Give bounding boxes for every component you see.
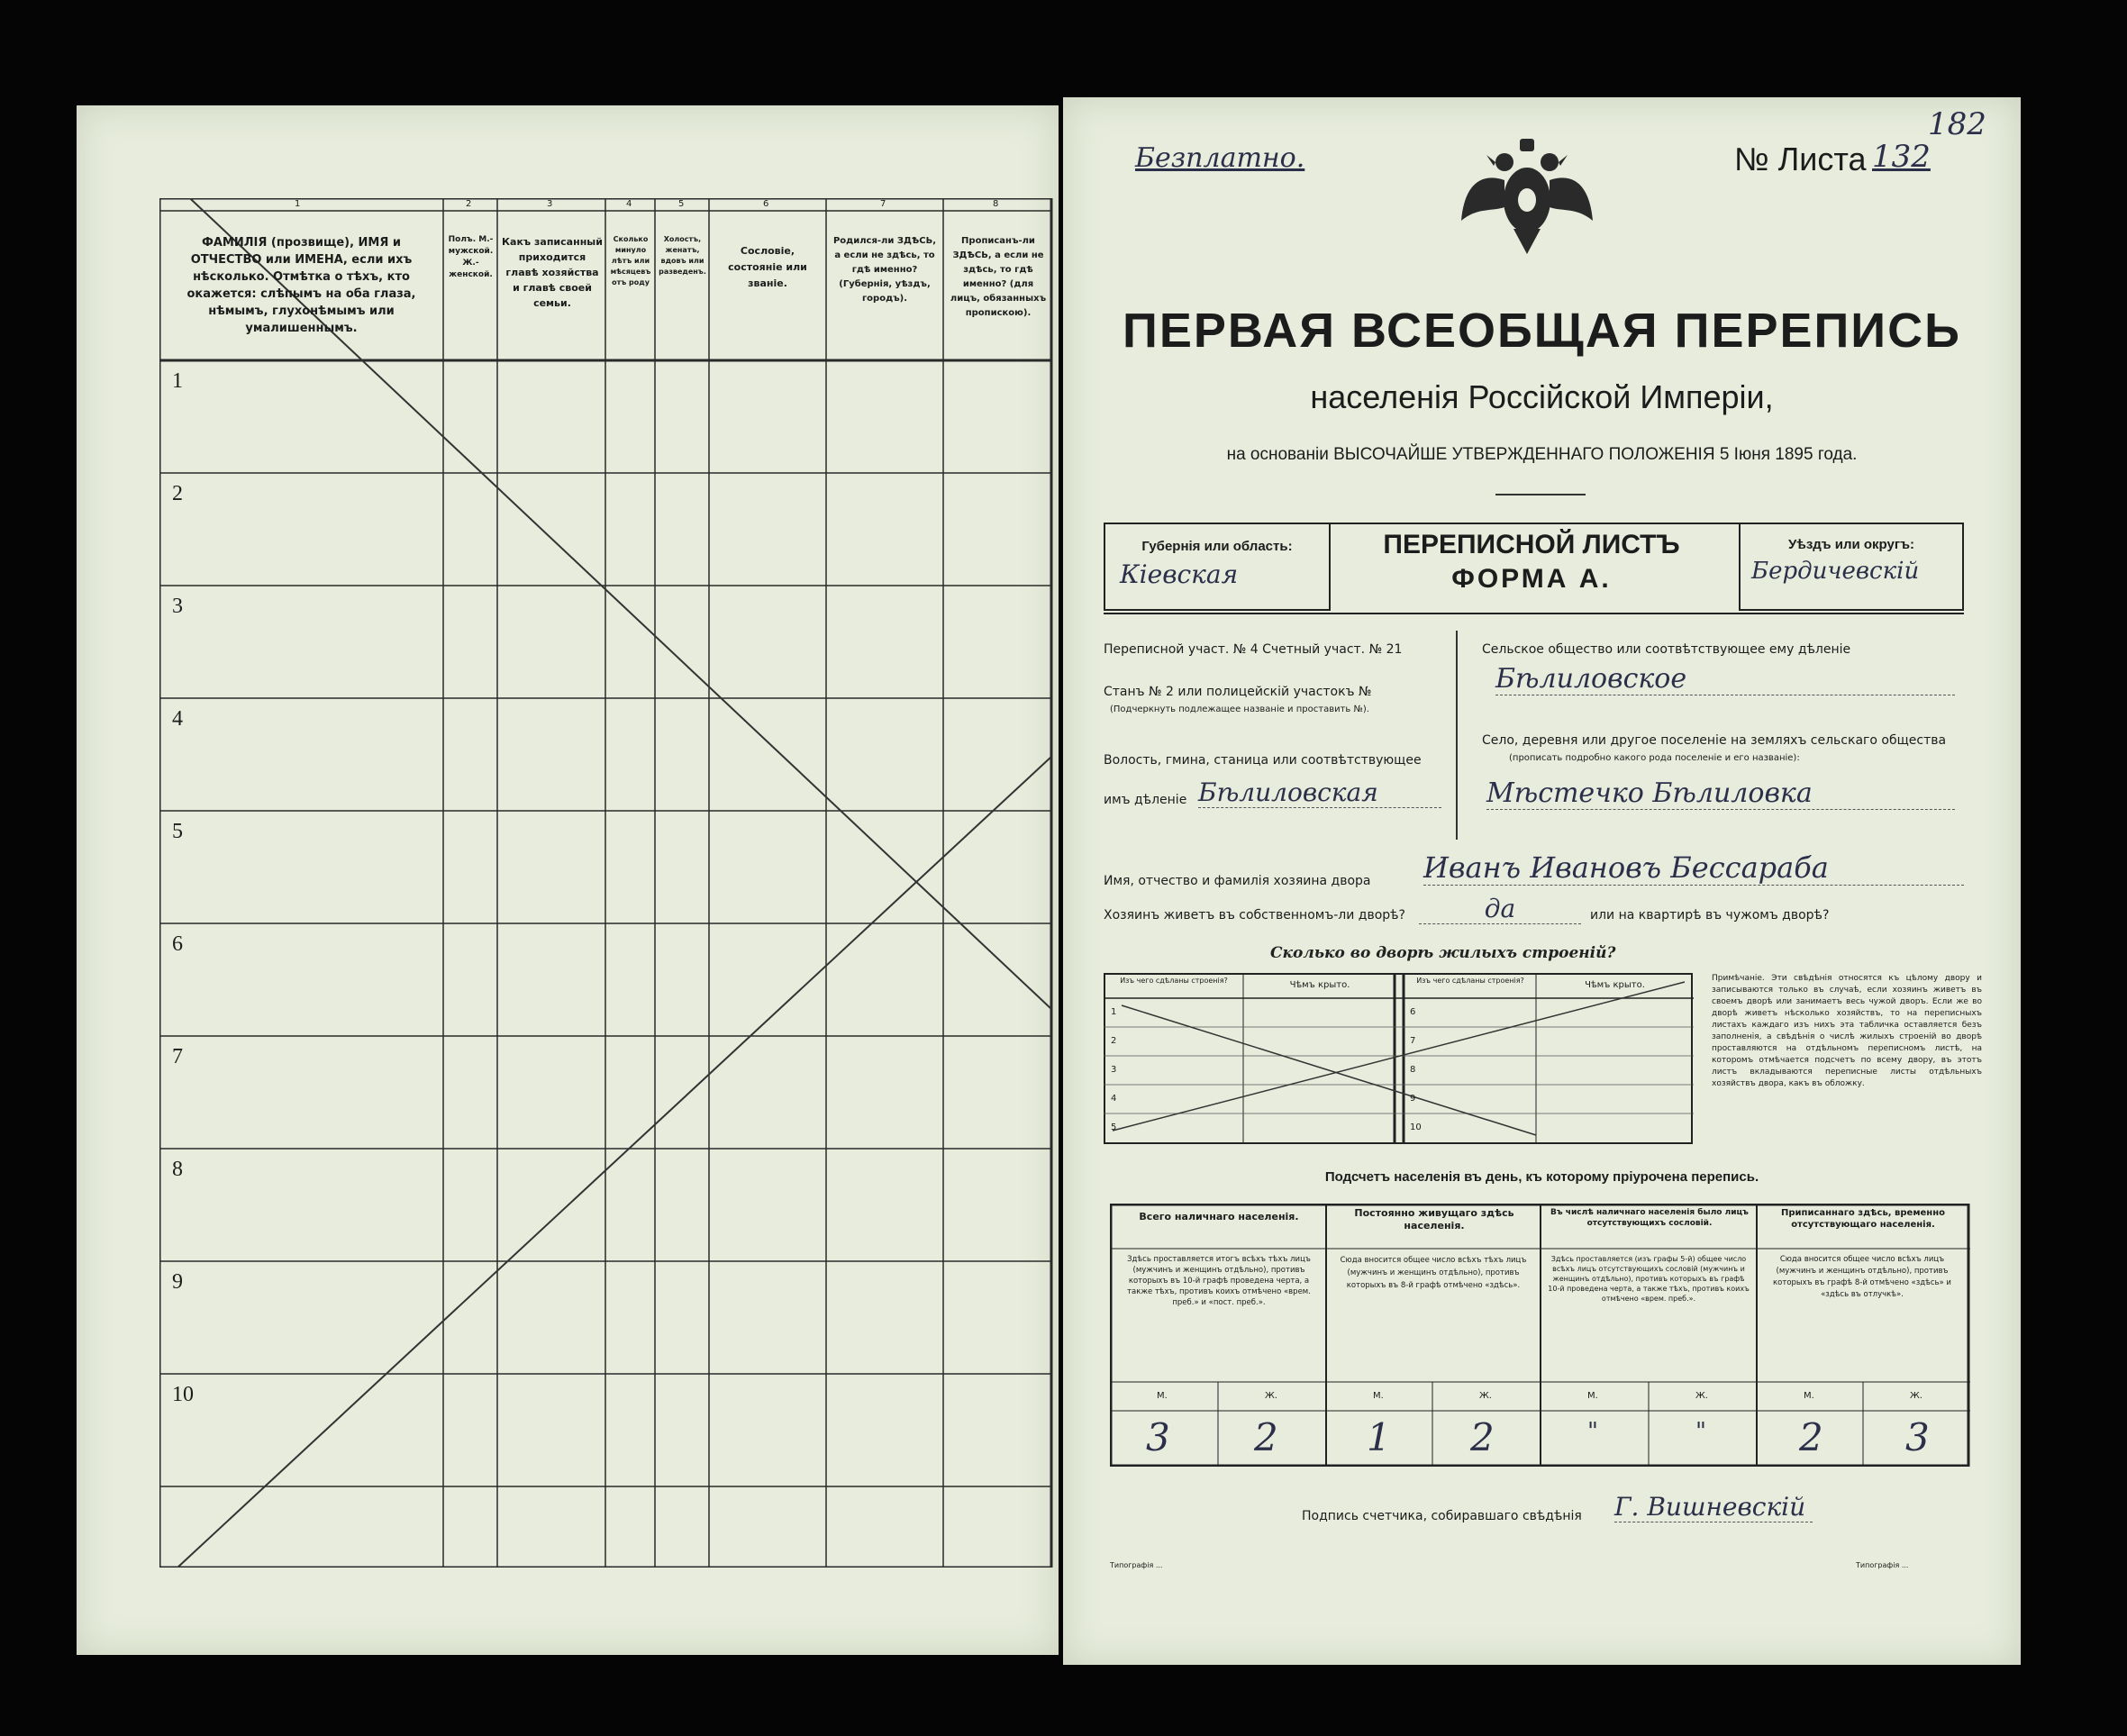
count-desc-absent-estates: Здѣсь проставляется (изъ графы 5-й) общее число всѣхъ лицъ отсутствующихъ сословій (мужчинъ и женщинъ отдѣльно), противъ которыхъ въ графѣ 10-й проведена черта, а также тѣхъ, противъ коихъ отмѣчено «врем. преб.». bbox=[1548, 1255, 1750, 1303]
buildings-header-roof-1: Чѣмъ крыто. bbox=[1289, 980, 1350, 990]
count-desc-permanent: Сюда вносится общее число всѣхъ тѣхъ лицъ (мужчинъ и женщинъ отдѣльно), противъ которыхъ въ 8-й графѣ отмѣчено «здѣсь». bbox=[1340, 1256, 1527, 1290]
volost-value: Бѣлиловская bbox=[1198, 777, 1441, 808]
buildings-row-9: 9 bbox=[1410, 1094, 1416, 1104]
sheet-number-value: 132 bbox=[1872, 139, 1931, 175]
village-value: Мѣстечко Бѣлиловка bbox=[1486, 777, 1955, 810]
colnum-6: 6 bbox=[763, 199, 769, 209]
row-number-2: 2 bbox=[172, 482, 183, 505]
count-desc-registered-absent: Сюда вносится общее число всѣхъ лицъ (мужчинъ и женщинъ отдѣльно), противъ которыхъ въ графѣ 8-й отмѣчено «здѣсь» и «здѣсь въ отлучкѣ». bbox=[1773, 1255, 1951, 1299]
buildings-table bbox=[1104, 973, 1694, 1144]
colnum-3: 3 bbox=[547, 199, 553, 209]
header-name: ФАМИЛІЯ (прозвище), ИМЯ и ОТЧЕСТВО или ИМЕНА, если ихъ нѣсколько. Отмѣтка о тѣхъ, кто окажется: слѣпымъ на оба глаза, нѣмымъ, глухонѣмымъ или умалишеннымъ. bbox=[186, 236, 416, 335]
district-value: Бердичевскій bbox=[1751, 558, 1920, 585]
right-page bbox=[1063, 97, 2021, 1665]
header-estate: Сословіе, состояніе или званіе. bbox=[728, 245, 807, 289]
sheet-number-label: № Листа bbox=[1734, 141, 1867, 177]
count-header-total: Всего наличнаго населенія. bbox=[1139, 1211, 1299, 1222]
village-note: (прописать подробно какого рода поселеніе и его названіе): bbox=[1509, 753, 1800, 763]
census-basis: на основаніи ВЫСОЧАЙШЕ УТВЕРЖДЕННАГО ПОЛОЖЕНІЯ 5 Іюня 1895 года. bbox=[1226, 445, 1858, 464]
province-label: Губернія или область: bbox=[1141, 539, 1293, 554]
sex-label-2: Ж. bbox=[1265, 1391, 1277, 1401]
imprint-right: Типографія ... bbox=[1856, 1561, 1909, 1569]
corner-number: 182 bbox=[1928, 106, 1986, 142]
free-label: Безплатно. bbox=[1135, 142, 1305, 174]
left-page bbox=[77, 105, 1059, 1655]
buildings-note: Примѣчаніе. Эти свѣдѣнія относятся къ цѣлому двору и записываются только въ случаѣ, если хозяинъ живетъ въ своемъ дворѣ или занимаетъ весь чужой дворъ. Если же во дворѣ живетъ нѣсколько хозяйствъ, то на переписныхъ листахъ каждаго изъ нихъ эта табличка оставляется безъ заполненія, а свѣдѣнія о числѣ жилыхъ строеній во дворѣ проставляются на отдѣльномъ переписномъ листѣ, на которомъ отмѣчается подсчетъ по всему двору, въ этотъ листъ вкладываются переписные листы отдѣльныхъ хозяйствъ двора, какъ въ обложку. bbox=[1712, 974, 1982, 1088]
rural-society-value: Бѣлиловское bbox=[1495, 663, 1955, 695]
count-desc-total: Здѣсь проставляется итогъ всѣхъ тѣхъ лицъ (мужчинъ и женщинъ отдѣльно), противъ которыхъ въ 10-й графѣ проведена черта, а также тѣхъ, противъ коихъ отмѣчено «врем. преб.» и «пост. преб.». bbox=[1127, 1255, 1311, 1307]
buildings-row-1: 1 bbox=[1111, 1007, 1117, 1017]
buildings-grid bbox=[1104, 973, 1694, 1144]
census-title: ПЕРВАЯ ВСЕОБЩАЯ ПЕРЕПИСЬ bbox=[1123, 304, 1961, 358]
header-birthplace: Родился-ли ЗДѢСЬ, а если не здѣсь, то гдѣ именно? (Губернія, уѣздъ, городъ). bbox=[832, 236, 937, 304]
count-header-permanent: Постоянно живущаго здѣсь населенія. bbox=[1354, 1207, 1514, 1232]
count-header-absent-estates: Въ числѣ наличнаго населенія было лицъ отсутствующихъ сословій. bbox=[1550, 1208, 1749, 1228]
volost-label-1: Волость, гмина, станица или соотвѣтствующее bbox=[1104, 753, 1422, 768]
apartment-label: или на квартирѣ въ чужомъ дворѣ? bbox=[1590, 908, 1830, 923]
imprint-left: Типографія ... bbox=[1110, 1561, 1163, 1569]
table-grid-lines bbox=[159, 198, 1060, 1568]
colnum-4: 4 bbox=[626, 199, 632, 209]
count-value-6: " bbox=[1695, 1418, 1706, 1445]
row-number-6: 6 bbox=[172, 932, 183, 956]
buildings-row-6: 6 bbox=[1410, 1007, 1416, 1017]
village-label: Село, деревня или другое поселеніе на земляхъ сельскаго общества bbox=[1482, 733, 1947, 748]
stan-note: (Подчеркнуть подлежащее названіе и проставить №). bbox=[1110, 704, 1369, 714]
count-value-8: 3 bbox=[1905, 1415, 1930, 1459]
count-title: Подсчетъ населенія въ день, къ которому пріурочена перепись. bbox=[1324, 1169, 1759, 1185]
row-number-4: 4 bbox=[172, 707, 183, 731]
sex-label-7: М. bbox=[1804, 1391, 1814, 1401]
colnum-5: 5 bbox=[678, 199, 685, 209]
buildings-row-10: 10 bbox=[1410, 1122, 1422, 1132]
sex-label-8: Ж. bbox=[1910, 1391, 1922, 1401]
sex-label-1: М. bbox=[1157, 1391, 1168, 1401]
sex-label-5: М. bbox=[1587, 1391, 1598, 1401]
row-number-7: 7 bbox=[172, 1045, 183, 1068]
form-title-2: ФОРМА А. bbox=[1451, 564, 1612, 594]
vertical-divider bbox=[1456, 631, 1458, 840]
header-marital: Холостъ, женатъ, вдовъ или разведенъ. bbox=[659, 235, 706, 276]
row-number-10: 10 bbox=[172, 1383, 194, 1406]
strike-through-line-2 bbox=[177, 757, 1051, 1568]
row-number-3: 3 bbox=[172, 595, 183, 618]
row-number-1: 1 bbox=[172, 369, 183, 393]
count-value-7: 2 bbox=[1799, 1415, 1823, 1459]
form-title-1: ПЕРЕПИСНОЙ ЛИСТЪ bbox=[1383, 530, 1680, 559]
buildings-row-4: 4 bbox=[1111, 1094, 1117, 1104]
colnum-2: 2 bbox=[466, 199, 472, 209]
volost-label-2: имъ дѣленіе bbox=[1104, 793, 1187, 807]
buildings-header-material-1: Изъ чего сдѣланы строенія? bbox=[1120, 977, 1228, 985]
buildings-question: Сколько во дворѣ жилыхъ строеній? bbox=[1270, 944, 1616, 962]
owner-value: Иванъ Ивановъ Бессараба bbox=[1423, 850, 1964, 886]
row-number-9: 9 bbox=[172, 1270, 183, 1294]
header-registered: Прописанъ-ли ЗДѢСЬ, а если не здѣсь, то гдѣ именно? (для лицъ, обязанныхъ пропискою). bbox=[950, 236, 1047, 318]
count-value-5: " bbox=[1587, 1418, 1598, 1445]
colnum-8: 8 bbox=[993, 199, 999, 209]
buildings-row-3: 3 bbox=[1111, 1065, 1117, 1075]
header-relation: Какъ записанный приходится главѣ хозяйства и главѣ своей семьи. bbox=[502, 236, 603, 309]
census-district-line: Переписной участ. № 4 Счетный участ. № 21 bbox=[1104, 642, 1403, 657]
header-age: Сколько минуло лѣтъ или мѣсяцевъ отъ роду bbox=[610, 235, 651, 286]
count-value-2: 2 bbox=[1254, 1415, 1278, 1459]
double-headed-eagle-emblem bbox=[1459, 135, 1595, 257]
ornament-divider bbox=[1495, 494, 1586, 495]
colnum-7: 7 bbox=[880, 199, 886, 209]
owner-lives-label: Хозяинъ живетъ въ собственномъ-ли дворѣ? bbox=[1104, 908, 1405, 923]
signature-value: Г. Вишневскій bbox=[1614, 1492, 1813, 1522]
count-value-3: 1 bbox=[1367, 1415, 1391, 1459]
census-subtitle: населенія Россійской Имперіи, bbox=[1310, 378, 1774, 415]
buildings-row-8: 8 bbox=[1410, 1065, 1416, 1075]
owner-lives-value: да bbox=[1419, 894, 1581, 924]
census-person-table bbox=[159, 198, 1060, 1568]
row-number-5: 5 bbox=[172, 820, 183, 843]
population-count-table bbox=[1110, 1204, 1970, 1467]
sex-label-3: М. bbox=[1373, 1391, 1384, 1401]
buildings-header-roof-2: Чѣмъ крыто. bbox=[1585, 980, 1645, 990]
sex-label-4: Ж. bbox=[1479, 1391, 1492, 1401]
signature-label: Подпись счетчика, собиравшаго свѣдѣнія bbox=[1302, 1509, 1582, 1523]
buildings-row-7: 7 bbox=[1410, 1036, 1416, 1046]
count-value-4: 2 bbox=[1470, 1415, 1495, 1459]
buildings-header-material-2: Изъ чего сдѣланы строенія? bbox=[1416, 977, 1524, 985]
sex-label-6: Ж. bbox=[1695, 1391, 1708, 1401]
buildings-row-5: 5 bbox=[1111, 1122, 1117, 1132]
buildings-strike-2 bbox=[1113, 982, 1685, 1131]
district-box bbox=[1739, 523, 1964, 611]
colnum-1: 1 bbox=[295, 199, 301, 209]
row-number-8: 8 bbox=[172, 1158, 183, 1181]
rural-society-label: Сельское общество или соотвѣтствующее ему дѣленіе bbox=[1482, 642, 1851, 657]
owner-label: Имя, отчество и фамилія хозяина двора bbox=[1104, 874, 1371, 888]
count-header-registered-absent: Приписаннаго здѣсь, временно отсутствующаго населенія. bbox=[1781, 1208, 1945, 1230]
district-label: Уѣздъ или округъ: bbox=[1787, 537, 1915, 552]
count-grid bbox=[1110, 1204, 1970, 1467]
province-box bbox=[1104, 523, 1331, 611]
buildings-row-2: 2 bbox=[1111, 1036, 1117, 1046]
header-sex: Полъ. М.-мужской. Ж.-женской. bbox=[448, 235, 494, 279]
buildings-strike-1 bbox=[1122, 1005, 1536, 1135]
province-value: Кіевская bbox=[1120, 559, 1239, 589]
count-value-1: 3 bbox=[1146, 1415, 1170, 1459]
stan-line: Станъ № 2 или полицейскій участокъ № bbox=[1104, 685, 1372, 699]
